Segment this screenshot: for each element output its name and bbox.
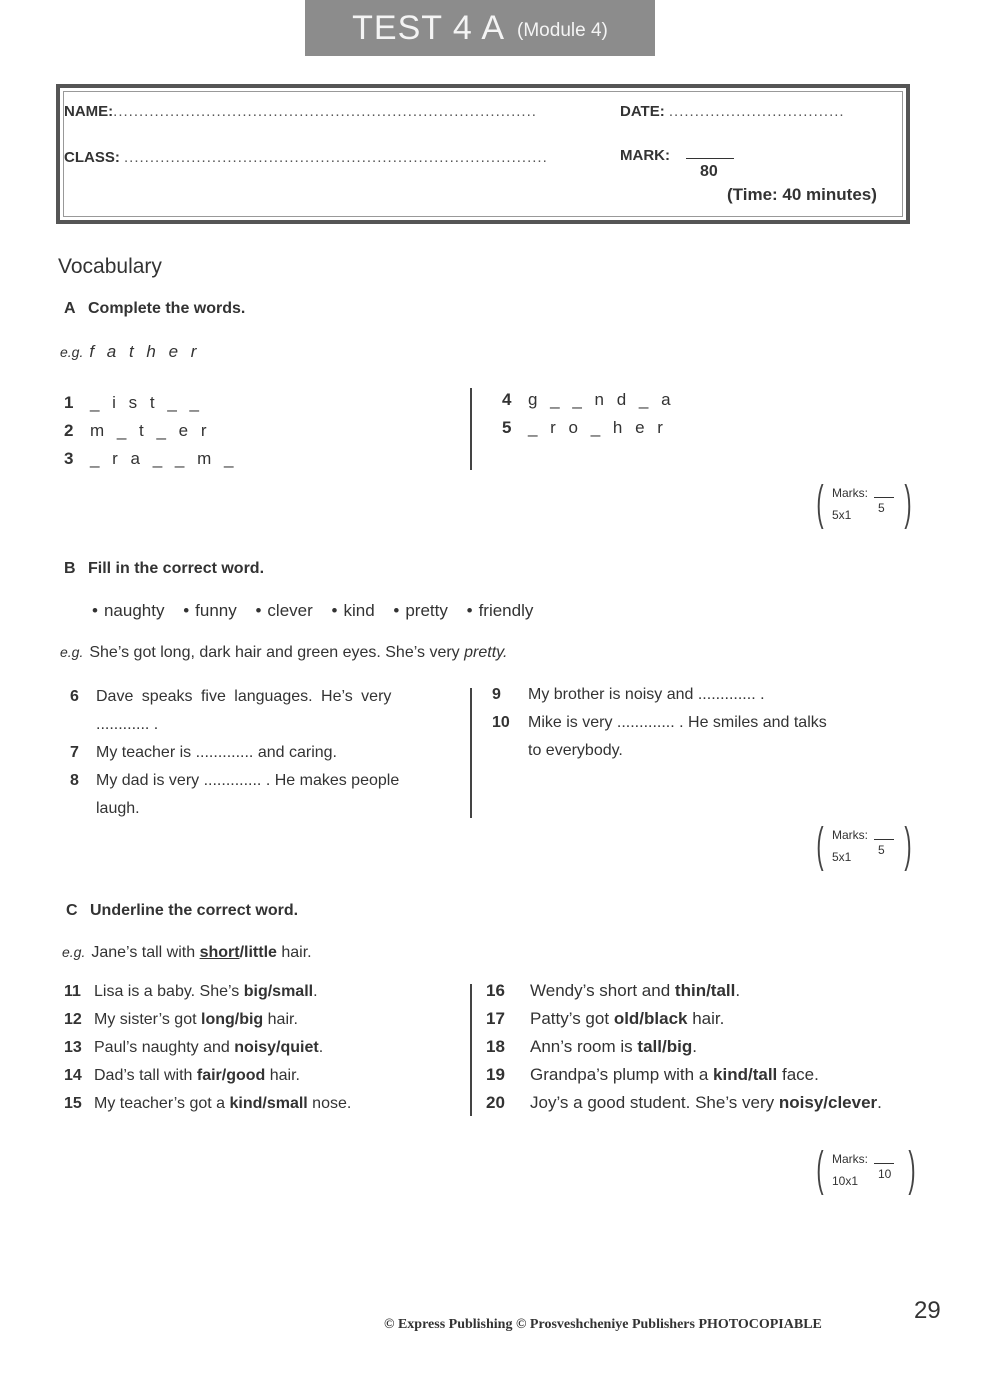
mark-total: 80: [700, 163, 718, 180]
example-label: e.g.: [62, 944, 86, 960]
list-item: 4 g _ _ n d _ a: [502, 390, 675, 409]
copyright-footer: © Express Publishing © Prosveshcheniye Publishers PHOTOCOPIABLE: [384, 1317, 822, 1332]
word-bank-item: naughty: [103, 601, 165, 620]
list-item: 7 My teacher is ............. and caring.: [70, 744, 337, 761]
list-item: 20 Joy’s a good student. She’s very noisy/clever.: [486, 1093, 882, 1112]
item-continuation: laugh.: [96, 800, 140, 817]
word-puzzle-2[interactable]: m _ t _ e r: [90, 421, 211, 440]
date-label: DATE:: [620, 103, 665, 120]
word-choice[interactable]: big/small: [243, 983, 314, 1000]
section-a-instruction-text: Complete the words.: [88, 300, 246, 317]
class-field[interactable]: CLASS: ..................................................................................: [64, 149, 548, 166]
class-label: CLASS:: [64, 149, 120, 166]
list-item: 3 _ r a _ _ m _: [64, 449, 238, 468]
word-bank: • naughty • funny • clever • kind • pretty • friendly: [92, 601, 534, 620]
section-a-letter: A: [64, 300, 76, 317]
mark-label: MARK:: [620, 147, 670, 164]
test-title-banner: [305, 0, 655, 56]
list-item: 5 _ r o _ h e r: [502, 418, 667, 437]
word-bank-item: funny: [195, 601, 237, 620]
section-b-example: e.g. She’s got long, dark hair and green eyes. She’s very pretty.: [60, 644, 508, 661]
example-label: e.g.: [60, 344, 84, 360]
page-number: 29: [914, 1297, 941, 1324]
date-field[interactable]: DATE: ..................................: [620, 103, 845, 120]
column-divider: [470, 984, 472, 1116]
test-title: TEST 4 A: [352, 8, 506, 47]
section-c-example: e.g. Jane’s tall with short/little hair.: [62, 944, 312, 961]
section-c-instruction: [66, 902, 298, 920]
name-label: NAME:: [64, 103, 114, 120]
time-limit: (Time: 40 minutes): [727, 185, 877, 204]
section-c-instruction-text: Underline the correct word.: [90, 902, 299, 919]
section-b-instruction-text: Fill in the correct word.: [88, 560, 265, 577]
word-choice[interactable]: noisy/clever: [778, 1093, 878, 1112]
list-item: 11 Lisa is a baby. She’s big/small.: [64, 983, 318, 1000]
list-item: 14 Dad’s tall with fair/good hair.: [64, 1067, 300, 1084]
list-item: 15 My teacher’s got a kind/small nose.: [64, 1095, 352, 1112]
word-bank-item: kind: [343, 601, 375, 620]
word-choice[interactable]: tall/big: [637, 1037, 693, 1056]
mark-fraction-line: [686, 158, 734, 159]
example-label: e.g.: [60, 644, 84, 660]
word-choice[interactable]: fair/good: [196, 1067, 266, 1084]
section-a-example: [60, 342, 200, 362]
item-continuation: to everybody.: [528, 742, 623, 759]
section-title-vocabulary: Vocabulary: [58, 255, 162, 278]
name-field[interactable]: NAME:..................................................................................: [64, 103, 537, 120]
module-label: (Module 4): [517, 20, 608, 41]
mark-field: [620, 147, 670, 164]
section-b-letter: B: [64, 560, 76, 577]
section-a-instruction: [64, 300, 245, 318]
list-item: 2 m _ t _ e r: [64, 421, 211, 440]
list-item: 10 Mike is very ............. . He smiles and talks: [492, 714, 827, 731]
example-choice-underlined: short: [199, 944, 240, 961]
section-b-instruction: [64, 560, 264, 578]
list-item: 18 Ann’s room is tall/big.: [486, 1037, 697, 1056]
word-bank-item: friendly: [478, 601, 534, 620]
list-item: 16 Wendy’s short and thin/tall.: [486, 981, 741, 1000]
word-puzzle-4[interactable]: g _ _ n d _ a: [528, 390, 675, 409]
list-item: 12 My sister’s got long/big hair.: [64, 1011, 298, 1028]
word-puzzle-5[interactable]: _ r o _ h e r: [528, 418, 667, 437]
section-b-marks: ( Marks: 5 5x1 ): [816, 819, 912, 872]
example-word: f a t h e r: [89, 342, 201, 361]
answer-blank[interactable]: ............ .: [96, 716, 159, 733]
list-item: 13 Paul’s naughty and noisy/quiet.: [64, 1039, 324, 1056]
word-choice[interactable]: old/black: [613, 1009, 688, 1028]
word-bank-item: clever: [267, 601, 313, 620]
list-item: 19 Grandpa’s plump with a kind/tall face.: [486, 1065, 819, 1084]
section-c-marks: ( Marks: 10 10x1 ): [816, 1143, 916, 1196]
word-choice[interactable]: thin/tall: [674, 981, 736, 1000]
word-choice[interactable]: kind/small: [229, 1095, 308, 1112]
word-puzzle-3[interactable]: _ r a _ _ m _: [90, 449, 238, 468]
list-item: 17 Patty’s got old/black hair.: [486, 1009, 725, 1028]
column-divider: [470, 688, 472, 818]
word-choice[interactable]: noisy/quiet: [234, 1039, 319, 1056]
example-answer: pretty.: [464, 644, 508, 661]
column-divider: [470, 388, 472, 470]
word-choice[interactable]: long/big: [201, 1011, 264, 1028]
list-item: 6 Dave speaks five languages. He’s very: [70, 688, 392, 705]
section-a-marks: ( Marks: 5 5x1 ): [816, 477, 912, 530]
list-item: 9 My brother is noisy and ............. .: [492, 686, 765, 703]
section-c-letter: C: [66, 902, 78, 919]
word-puzzle-1[interactable]: _ i s t _ _: [90, 393, 203, 412]
list-item: 1 _ i s t _ _: [64, 393, 203, 412]
word-bank-item: pretty: [405, 601, 448, 620]
list-item: 8 My dad is very ............. . He makes people: [70, 772, 400, 789]
word-choice[interactable]: kind/tall: [713, 1065, 778, 1084]
